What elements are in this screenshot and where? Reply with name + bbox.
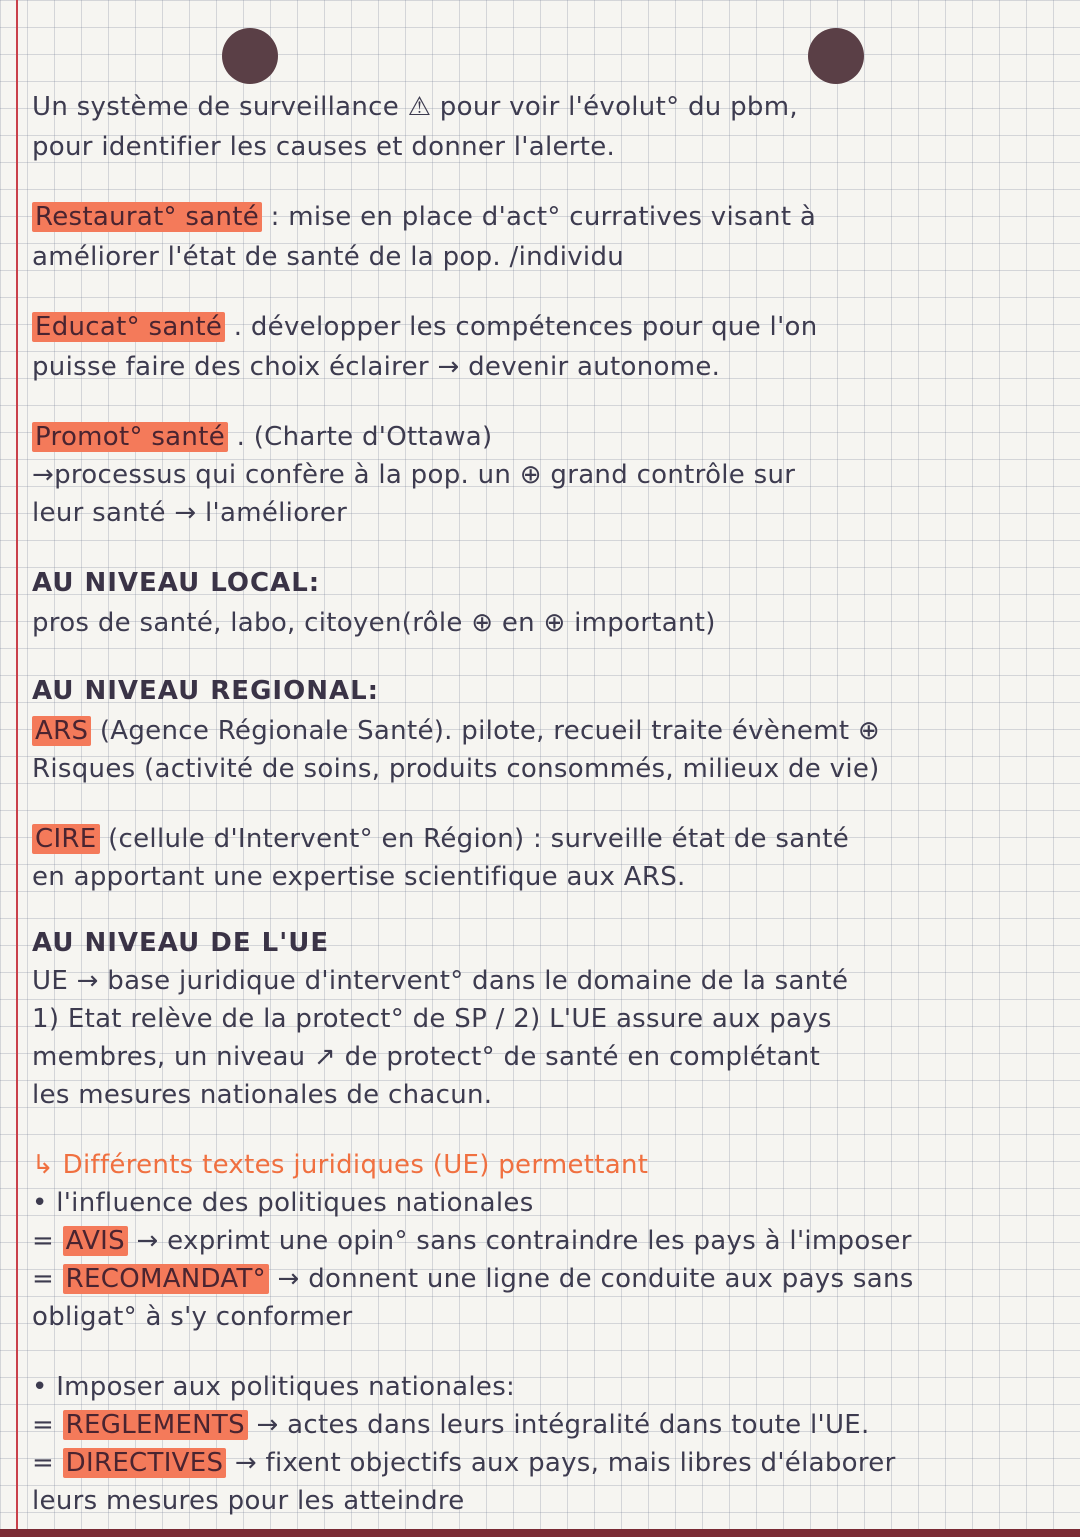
dir-term: DIRECTIVES [63,1448,227,1478]
promot-definition [32,422,1062,452]
ue-line-4: les mesures nationales de chacun. [32,1080,493,1110]
avis-term: AVIS [63,1226,128,1256]
avis-definition: = AVIS → exprimt une opin° sans contraindre les pays à l'imposer [32,1226,912,1256]
promot-line-3: leur santé → l'améliorer [32,498,348,528]
textes-heading: ↳ Différents textes juridiques (UE) permettant [32,1150,649,1180]
ars-text: (Agence Régionale Santé). pilote, recueil traite évènemt ⊕ [99,716,881,746]
regl-text: → actes dans leurs intégralité dans toute l'UE. [256,1410,870,1440]
regl-term: REGLEMENTS [63,1410,248,1440]
restaurat-definition [32,202,1062,232]
recom-definition: = RECOMANDAT° → donnent une ligne de conduite aux pays sans [32,1264,914,1294]
intro-line-1: Un système de surveillance ⚠ pour voir l'évolut° du pbm, [32,92,798,122]
restaurat-text: : mise en place d'act° curratives visant à [270,202,817,232]
recom-line-2: obligat° à s'y conformer [32,1302,353,1332]
cire-line-2: en apportant une expertise scientifique aux ARS. [32,862,686,892]
avis-text: → exprimt une opin° sans contraindre les pays à l'imposer [136,1226,912,1256]
cire-definition [32,824,1062,854]
ars-term: ARS [32,716,91,746]
ue-line-3: membres, un niveau ↗ de protect° de santé en complétant [32,1042,821,1072]
local-heading: AU NIVEAU LOCAL: [32,568,321,598]
margin-line [16,0,18,1537]
promot-term: Promot° santé [32,422,228,452]
page-bottom-edge [0,1529,1080,1537]
local-line-1: pros de santé, labo, citoyen(rôle ⊕ en ⊕ important) [32,608,716,638]
educat-definition [32,312,1062,342]
dir-definition: = DIRECTIVES → fixent objectifs aux pays, mais libres d'élaborer [32,1448,896,1478]
restaurat-term: Restaurat° santé [32,202,262,232]
recom-term: RECOMANDAT° [63,1264,269,1294]
cire-text: (cellule d'Intervent° en Région) : surveille état de santé [108,824,850,854]
educat-text: . développer les compétences pour que l'on [233,312,818,342]
educat-line-2: puisse faire des choix éclairer → devenir autonome. [32,352,721,382]
dir-text: → fixent objectifs aux pays, mais libres d'élaborer [234,1448,896,1478]
ue-line-2: 1) Etat relève de la protect° de SP / 2) L'UE assure aux pays [32,1004,832,1034]
dir-line-2: leurs mesures pour les atteindre [32,1486,465,1516]
restaurat-line-2: améliorer l'état de santé de la pop. /individu [32,242,625,272]
ars-line-2: Risques (activité de soins, produits consommés, milieux de vie) [32,754,880,784]
promot-text: . (Charte d'Ottawa) [236,422,493,452]
ue-line-1: UE → base juridique d'intervent° dans le domaine de la santé [32,966,849,996]
regl-definition: = REGLEMENTS → actes dans leurs intégralité dans toute l'UE. [32,1410,870,1440]
promot-line-2: →processus qui confère à la pop. un ⊕ grand contrôle sur [32,460,796,490]
binder-hole-right [808,28,864,84]
ue-heading: AU NIVEAU DE L'UE [32,928,330,958]
ars-definition [32,716,1062,746]
recom-text: → donnent une ligne de conduite aux pays sans [277,1264,914,1294]
educat-term: Educat° santé [32,312,225,342]
textes-sub-1: • l'influence des politiques nationales [32,1188,534,1218]
textes-sub-2: • Imposer aux politiques nationales: [32,1372,516,1402]
intro-line-2: pour identifier les causes et donner l'alerte. [32,132,616,162]
binder-hole-left [222,28,278,84]
cire-term: CIRE [32,824,100,854]
regional-heading: AU NIVEAU REGIONAL: [32,676,380,706]
